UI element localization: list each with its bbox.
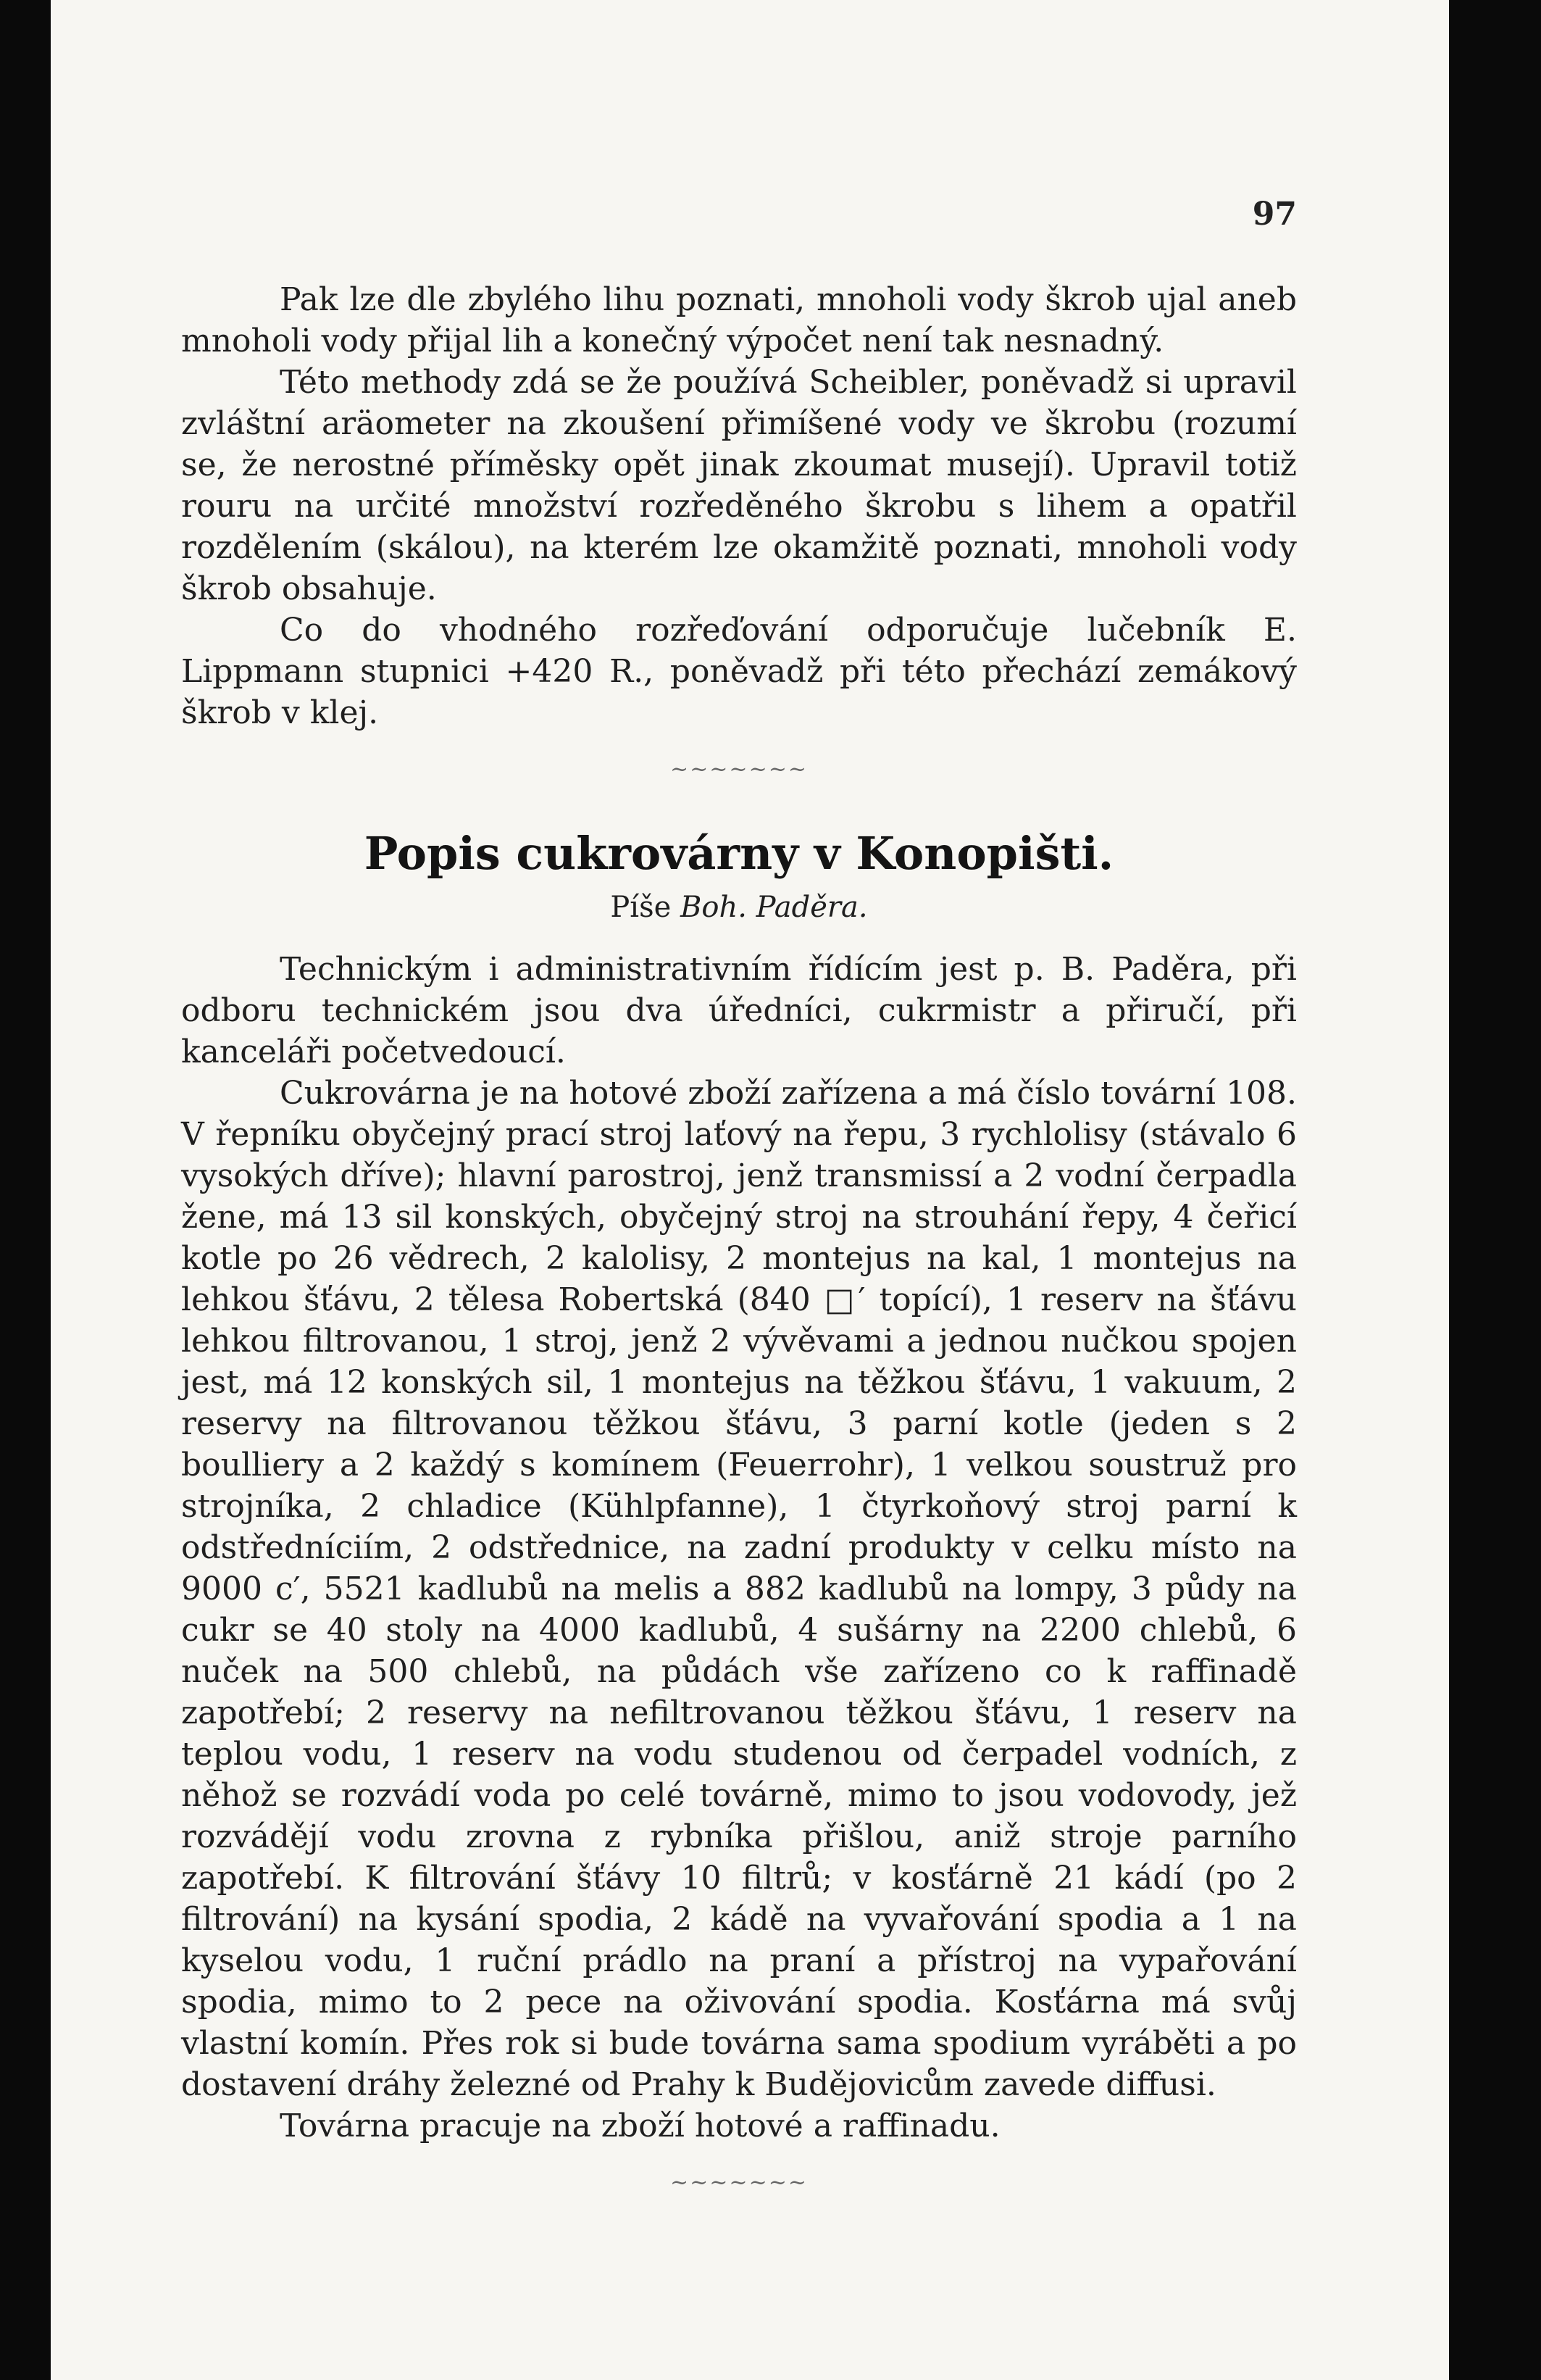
section-title: Popis cukrovárny v Konopišti. — [364, 827, 1114, 880]
page-number: 97 — [1252, 196, 1297, 233]
ornament-divider: ~~~~~~~ — [670, 757, 808, 782]
author-line — [181, 883, 1297, 931]
second-section — [181, 824, 1297, 2147]
author-name: Boh. Paděra. — [680, 891, 868, 924]
paragraph: Technickým i administrativním řídícím jest p. B. Paděra, při odboru technickém jsou dva úředníci, cukrmistr a přiručí, při kanceláři početvedoucí. — [181, 951, 1297, 1070]
first-section — [181, 279, 1297, 733]
paragraph: Co do vhodného rozřeďování odporučuje lučebník E. Lippmann stupnici +420 R., poněvadž při této přechází zemákový škrob v klej. — [181, 612, 1297, 731]
book-page — [51, 0, 1449, 2380]
paragraph: Pak lze dle zbylého lihu poznati, mnoholi vody škrob ujal aneb mnoholi vody přijal lih a konečný výpočet není tak nesnadný. — [181, 281, 1297, 359]
end-ornament-divider: ~~~~~~~ — [670, 2170, 808, 2195]
paragraph: Továrna pracuje na zboží hotové a raffinadu. — [280, 2108, 1001, 2144]
paragraph: Této methody zdá se že používá Scheibler, poněvadž si upravil zvláštní aräometer na zkoušení přimíšené vody ve škrobu (rozumí se, že nerostné příměsky opět jinak zkoumat musejí). Upravil totiž rouru na určité množství rozředěného škrobu s lihem a opatřil rozdělením (skálou), na kterém lze okamžitě poznati, mnoholi vody škrob obsahuje. — [181, 364, 1297, 607]
paragraph: Cukrovárna je na hotové zboží zařízena a má číslo tovární 108. V řepníku obyčejný prací stroj laťový na řepu, 3 rychlolisy (stávalo 6 vysokých dříve); hlavní parostroj, jenž transmissí a 2 vodní čerpadla žene, má 13 sil konských, obyčejný stroj na strouhání řepy, 4 čeřicí kotle po 26 vědrech, 2 kalolisy, 2 montejus na kal, 1 montejus na lehkou šťávu, 2 tělesa Robertská (840 □′ topící), 1 reserv na šťávu lehkou filtrovanou, 1 stroj, jenž 2 vývěvami a jednou nučkou spojen jest, má 12 konských sil, 1 montejus na těžkou šťávu, 1 vakuum, 2 reservy na filtrovanou těžkou šťávu, 3 parní kotle (jeden s 2 boulliery a 2 každý s komínem (Feuerrohr), 1 velkou soustruž pro strojníka, 2 chladice (Kühlpfanne), 1 čtyrkoňový stroj parní k odstředníciím, 2 odstřednice, na zadní produkty v celku místo na 9000 c′, 5521 kadlubů na melis a 882 kadlubů na lompy, 3 půdy na cukr se 40 stoly na 4000 kadlubů, 4 sušárny na 2200 chlebů, 6 nuček na 500 chlebů, na půdách vše zařízeno co k raffinadě zapotřebí; 2 reservy na nefiltrovanou těžkou šťávu, 1 reserv na teplou vodu, 1 reserv na vodu studenou od čerpadel vodních, z něhož se rozvádí voda po celé továrně, mimo to jsou vodovody, jež rozvádějí vodu zrovna z rybníka přišlou, aniž stroje parního zapotřebí. K filtrování šťávy 10 filtrů; v kosťárně 21 kádí (po 2 filtrování) na kysání spodia, 2 kádě na vyvařování spodia a 1 na kyselou vodu, 1 ruční prádlo na praní a přístroj na vypařování spodia, mimo to 2 pece na oživování spodia. Kosťárna má svůj vlastní komín. Přes rok si bude továrna sama spodium vyráběti a po dostavení dráhy železné od Prahy k Budějovicům zavede diffusi. — [181, 1075, 1297, 2103]
author-prefix: Píše — [610, 891, 672, 924]
page-content — [181, 279, 1297, 2205]
